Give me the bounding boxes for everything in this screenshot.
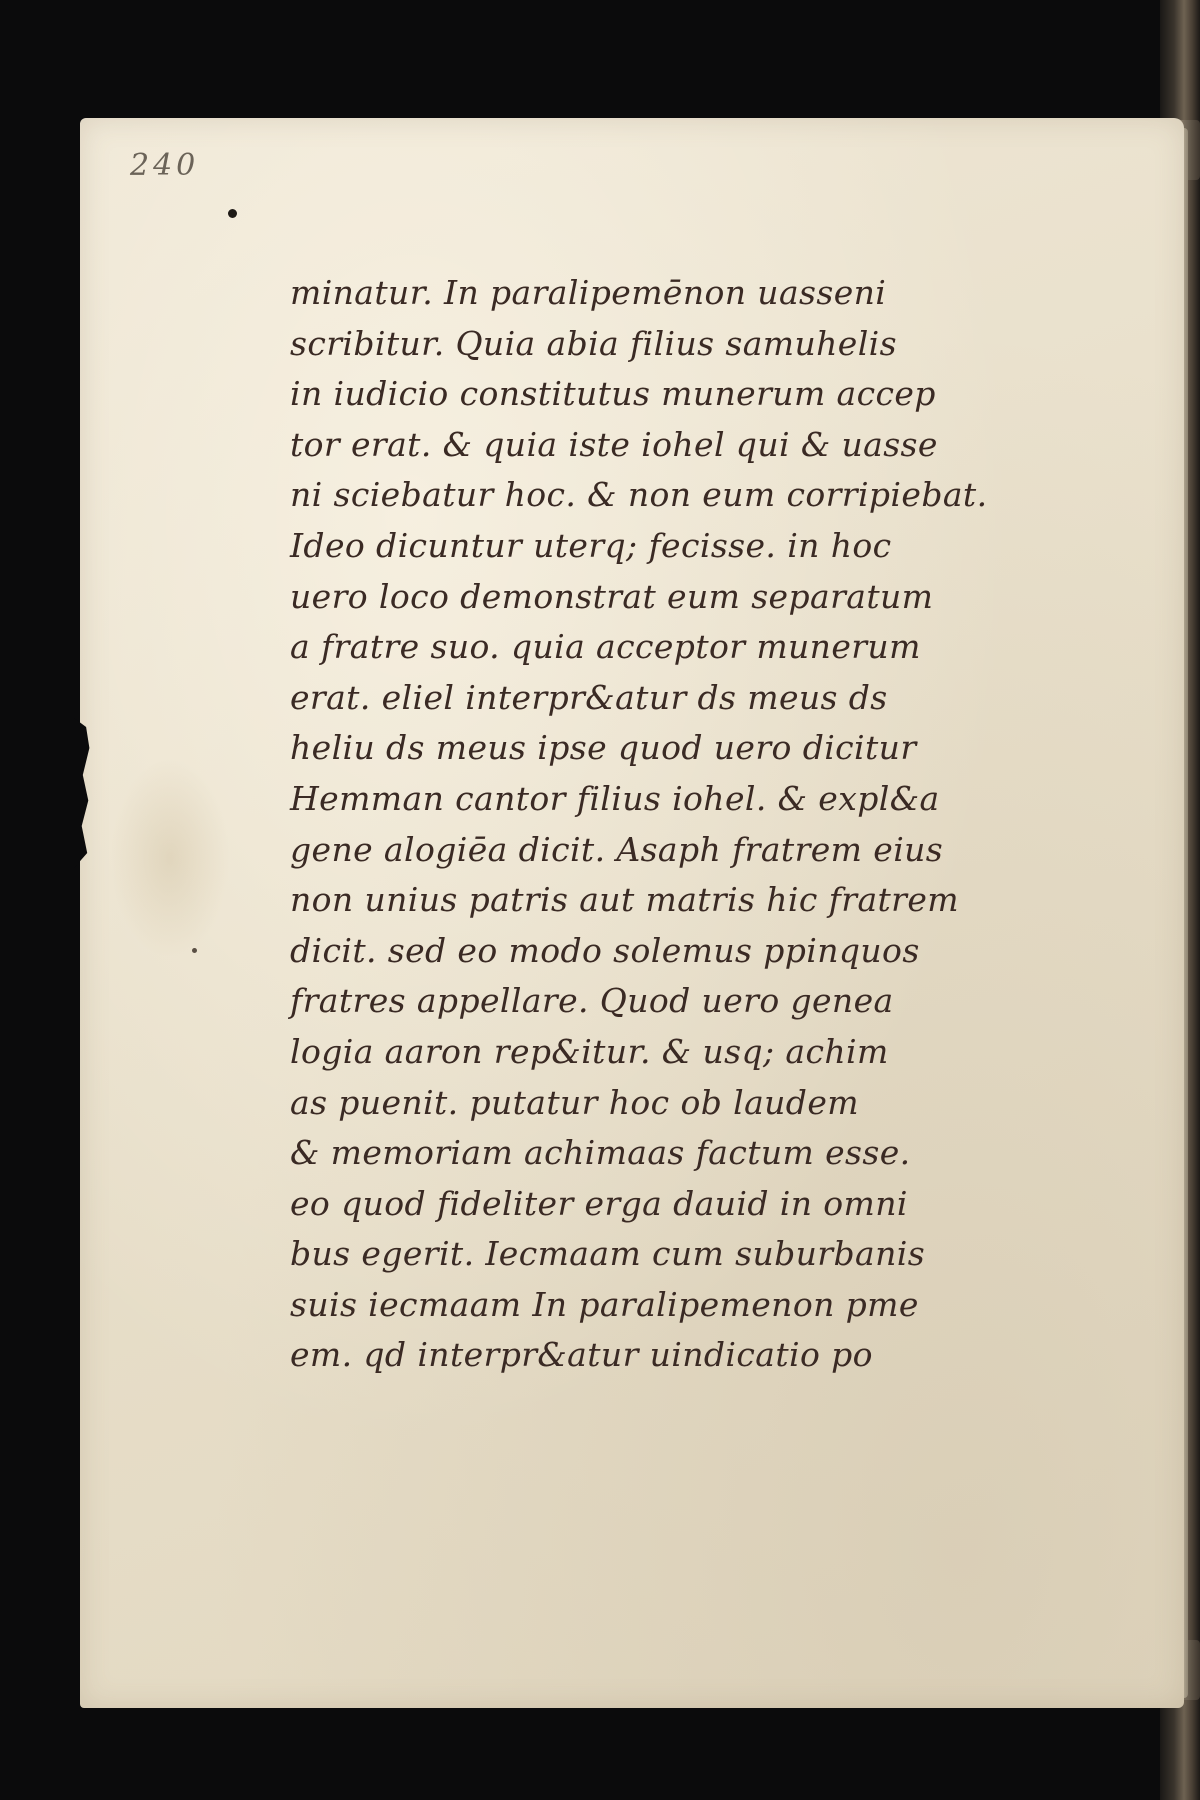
text-line: non unius patris aut matris hic fratrem (290, 880, 959, 920)
text-line: Hemman cantor filius iohel. & expl&a (290, 778, 940, 818)
text-line: bus egerit. Iecmaam cum suburbanis (290, 1234, 926, 1274)
text-line: eo quod fideliter erga dauid in omni (290, 1183, 908, 1223)
manuscript-folio (80, 118, 1184, 1708)
margin-tear (74, 718, 96, 868)
text-line: a fratre suo. quia acceptor munerum (290, 627, 921, 667)
text-line: ni sciebatur hoc. & non eum corripiebat. (290, 475, 988, 515)
text-line: minatur. In paralipemēnon uasseni (290, 273, 887, 312)
text-line: tor erat. & quia iste iohel qui & uasse (290, 424, 938, 464)
manuscript-text-block (290, 268, 1180, 1381)
parchment-stain (110, 758, 230, 958)
text-line: erat. eliel interpr&atur ds meus ds (290, 677, 888, 717)
text-line: dicit. sed eo modo solemus ppinquos (290, 930, 920, 970)
folio-number: 240 (130, 148, 200, 183)
text-line: uero loco demonstrat eum separatum (290, 576, 934, 616)
prick-mark (228, 209, 237, 218)
prick-mark (192, 948, 197, 953)
text-line: suis iecmaam In paralipemenon pme (290, 1284, 919, 1324)
text-line: as puenit. putatur hoc ob laudem (290, 1082, 859, 1122)
text-line: scribitur. Quia abia filius samuhelis (290, 323, 897, 363)
text-line: heliu ds meus ipse quod uero dicitur (290, 728, 917, 768)
text-line: gene alogiēa dicit. Asaph fratrem eius (290, 829, 944, 869)
text-line: Ideo dicuntur uterq; fecisse. in hoc (290, 525, 892, 565)
text-line: logia aaron rep&itur. & usq; achim (290, 1031, 889, 1071)
text-line: in iudicio constitutus munerum accep (290, 374, 936, 414)
text-line: fratres appellare. Quod uero genea (290, 981, 894, 1021)
text-line: em. qd interpr&atur uindicatio po (290, 1335, 873, 1375)
text-line: & memoriam achimaas factum esse. (290, 1133, 911, 1173)
